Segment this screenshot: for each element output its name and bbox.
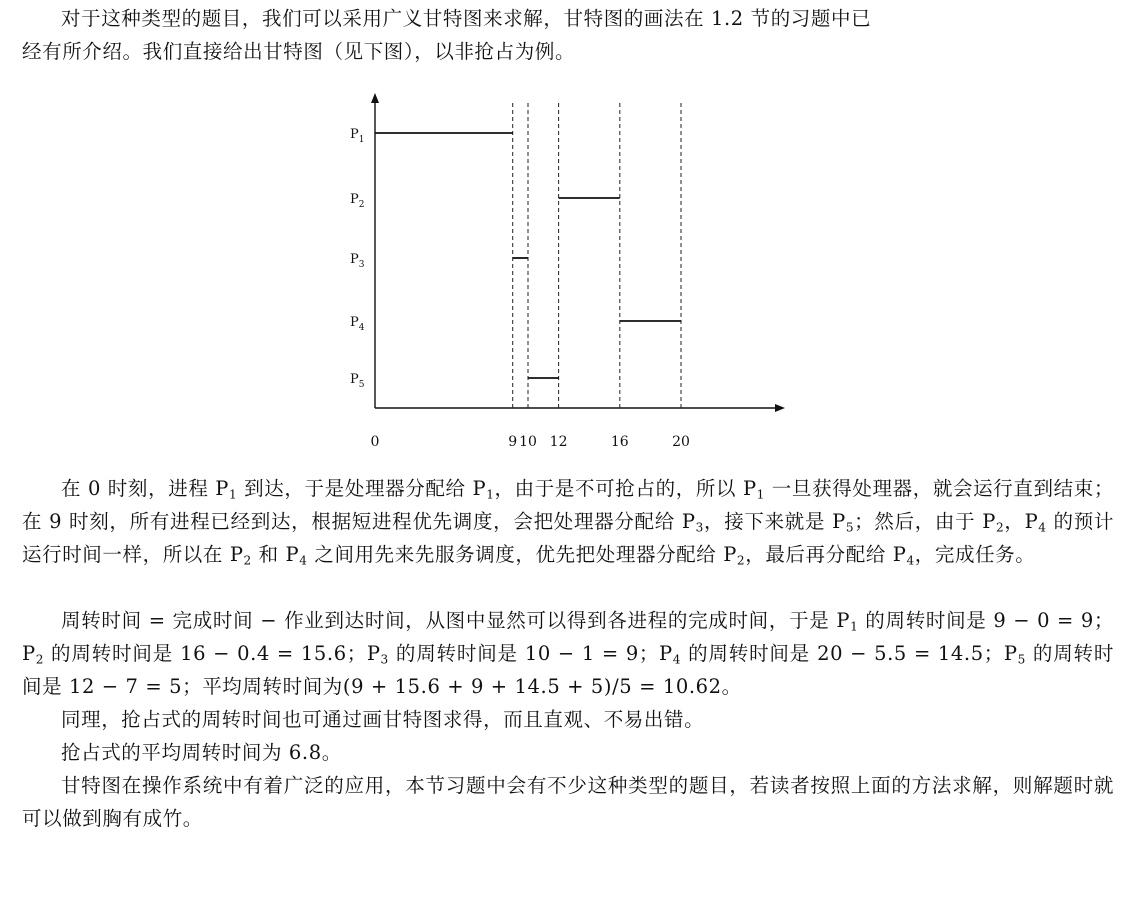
explanation-text: ，完成任务。 [914, 543, 1036, 566]
explanation-text: ，最后再分配给 [745, 543, 893, 566]
process-label: $P_5$ [350, 372, 365, 390]
gantt-tick-labels [371, 434, 690, 450]
explanation-text: 一旦获得处理器，就会运行直到结束；在 9 时刻，所有进程已经到达，根据短进程优先调度，会把处理器分配给 [22, 477, 1115, 533]
preemptive-average: 抢占式的平均周转时间为 6.8。 [61, 741, 342, 764]
process-ref: $P_5$ [832, 510, 855, 535]
explanation-text: 之间用先来先服务调度，优先把处理器分配给 [307, 543, 724, 566]
explanation-text: ，接下来就是 [703, 510, 833, 533]
process-ref: $P_1$ [836, 609, 859, 634]
explanation-text: 和 [251, 543, 286, 566]
tick-label: 16 [610, 434, 629, 450]
process-ref: $P_2$ [22, 642, 45, 667]
tick-label: 20 [672, 434, 690, 450]
process-ref: $P_2$ [982, 510, 1005, 535]
process-ref: $P_1$ [215, 477, 238, 502]
explanation-text: ，由于是不可抢占的，所以 [494, 477, 743, 500]
explanation-text: ， [1004, 510, 1025, 533]
turnaround-text: 的周转时间是 12 − 7 = 5；平均周转时间为(9 + 15.6 + 9 + 14.5 + 5)/5 = 10.62。 [22, 642, 1114, 698]
turnaround-paragraph [22, 604, 1114, 703]
turnaround-text: 的周转时间是 9 − 0 = 9； [858, 609, 1114, 632]
explanation-text: 的预计运行时间一样，所以在 [22, 510, 1114, 566]
x-axis-arrow [775, 404, 785, 412]
gantt-chart [330, 85, 810, 460]
process-ref: $P_5$ [1003, 642, 1026, 667]
turnaround-text: 的周转时间是 10 − 1 = 9； [388, 642, 660, 665]
process-ref: $P_4$ [1024, 510, 1047, 535]
process-label: $P_2$ [350, 192, 365, 210]
intro-line-b: 经有所介绍。我们直接给出甘特图（见下图），以非抢占为例。 [22, 40, 576, 63]
gantt-guides [513, 103, 681, 408]
explanation-text: 在 0 时刻，进程 [61, 477, 216, 500]
gantt-axes [371, 93, 785, 412]
y-axis-arrow [371, 93, 379, 103]
explanation-text: ；然后，由于 [854, 510, 983, 533]
process-ref: $P_4$ [892, 543, 915, 568]
turnaround-text: 的周转时间是 20 − 5.5 = 14.5； [681, 642, 1004, 665]
process-ref: $P_4$ [285, 543, 308, 568]
preemptive-note: 同理，抢占式的周转时间也可通过画甘特图求得，而且直观、不易出错。 [61, 708, 705, 731]
tick-label: 9 [508, 434, 518, 450]
gantt-row-labels [350, 127, 365, 390]
process-label: $P_4$ [350, 315, 365, 333]
process-ref: $P_1$ [742, 477, 765, 502]
tick-label: 12 [549, 434, 568, 450]
turnaround-text: 周转时间 = 完成时间 − 作业到达时间，从图中显然可以得到各进程的完成时间，于是 [61, 609, 837, 632]
intro-line-a: 对于这种类型的题目，我们可以采用广义甘特图来求解，甘特图的画法在 1.2 节的习题中已 [61, 7, 872, 30]
explanation-text: 到达，于是处理器分配给 [237, 477, 473, 500]
process-label: $P_1$ [350, 127, 365, 145]
process-ref: $P_3$ [366, 642, 389, 667]
tick-label: 0 [370, 434, 380, 450]
turnaround-text: 的周转时间是 16 − 0.4 = 15.6； [44, 642, 367, 665]
process-ref: $P_4$ [659, 642, 682, 667]
intro-paragraph [22, 2, 1114, 68]
process-label: $P_3$ [350, 252, 365, 270]
process-ref: $P_1$ [472, 477, 495, 502]
process-ref: $P_2$ [723, 543, 746, 568]
tick-label: 10 [519, 434, 537, 450]
explanation-paragraph [22, 472, 1114, 571]
process-ref: $P_3$ [681, 510, 704, 535]
closing-paragraph: 甘特图在操作系统中有着广泛的应用，本节习题中会有不少这种类型的题目，若读者按照上面的方法求解，则解题时就可以做到胸有成竹。 [22, 774, 1114, 830]
process-ref: $P_2$ [229, 543, 252, 568]
